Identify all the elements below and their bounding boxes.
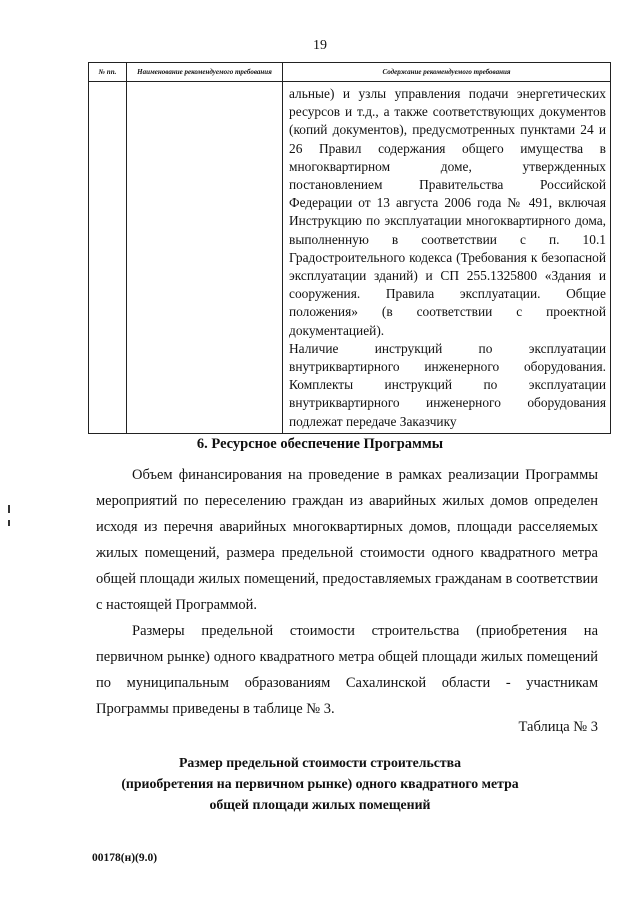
content-paragraph-1: альные) и узлы управления подачи энергетических ресурсов и т.д., а также соответствующих документов (копий документов), предусмотренных пунктами 24 и 26 Правил содержания общего имущества в многоквартирном доме, утвержденных постановлением Правительства Российской Федерации от 13 августа 2006 года № 491, включая Инструкцию по эксплуатации многоквартирного дома, выполненную в соответствии с п. 10.1 Градостроительного кодекса (Требования к безопасной эксплуатации зданий) и СП 255.1325800 «Здания и сооружения. Правила эксплуатации. Общие положения» (в соответствии с проектной документацией). [289,86,606,338]
table-title-line-2: (приобретения на первичном рынке) одного квадратного метра [121,776,519,791]
row-content-cell [283,82,611,434]
table-title-line-3: общей площади жилых помещений [209,797,431,812]
table-title [0,752,640,815]
table-row [89,82,611,434]
table-header-row [89,63,611,82]
table-title-line-1: Размер предельной стоимости строительства [178,755,462,770]
content-paragraph-2: Наличие инструкций по эксплуатации внутриквартирного инженерного оборудования. Комплекты инструкций по эксплуатации внутриквартирного инженерного оборудования подлежат передаче Заказчику [289,340,606,429]
table-caption: Таблица № 3 [518,719,598,735]
requirements-table [88,62,611,434]
section-heading: 6. Ресурсное обеспечение Программы [196,436,444,452]
body-paragraph-2: Размеры предельной стоимости строительства (приобретения на первичном рынке) одного квадратного метра общей площади жилых помещений по муниципальным образованиям Сахалинской области - участникам Программы приведены в таблице № 3. [96,623,598,717]
header-requirement-name: Наименование рекомендуемого требования [127,63,283,82]
document-code: 00178(н)(9.0) [92,852,158,864]
scan-artifact-mark [8,520,10,526]
scan-artifact-mark [8,505,10,513]
page-number: 19 [313,38,327,53]
header-requirement-content: Содержание рекомендуемого требования [283,63,611,82]
header-number: № пп. [89,63,127,82]
row-number-cell [89,82,127,434]
row-name-cell [127,82,283,434]
body-paragraph-1: Объем финансирования на проведение в рамках реализации Программы мероприятий по переселению граждан из аварийных жилых домов определен исходя из перечня аварийных многоквартирных домов, площади расселяемых жилых помещений, размера предельной стоимости одного квадратного метра общей площади жилых помещений, предоставляемых гражданам в соответствии с настоящей Программой. [96,467,598,613]
